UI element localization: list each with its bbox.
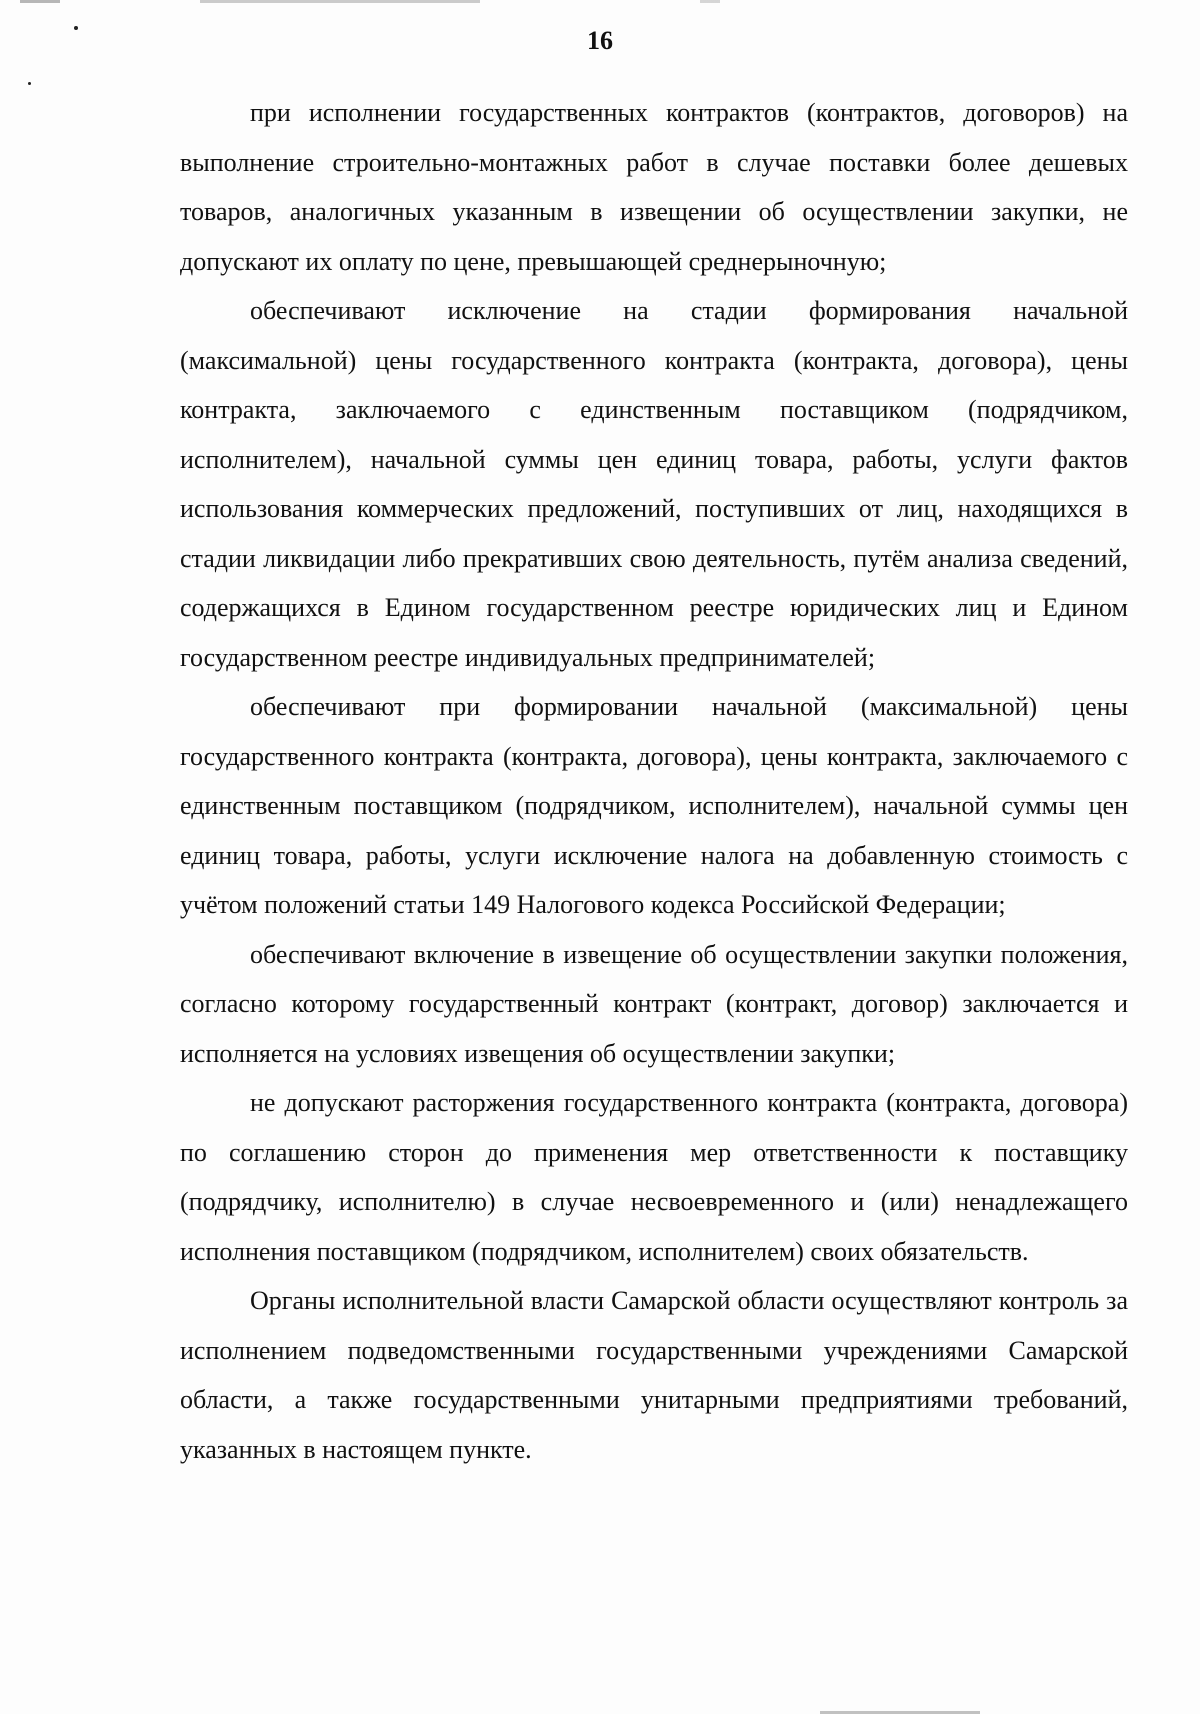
paragraph: Органы исполнительной власти Самарской области осуществляют контроль за исполнением подведомственными государственными учреждениями Самарской области, а также государственными унитарными предприятиями требований, указанных в настоящем пункте.: [180, 1286, 1128, 1464]
paragraph: обеспечивают при формировании начальной (максимальной) цены государственного контракта (контракта, договора), цены контракта, заключаемого с единственным поставщиком (подрядчиком, исполнителем), начальной суммы цен единиц товара, работы, услуги исключение налога на добавленную стоимость с учётом положений статьи 149 Налогового кодекса Российской Федерации;: [180, 692, 1128, 919]
page-number: 16: [587, 26, 613, 55]
paragraph: при исполнении государственных контрактов (контрактов, договоров) на выполнение строительно-монтажных работ в случае поставки более дешевых товаров, аналогичных указанным в извещении об осуществлении закупки, не допускают их оплату по цене, превышающей среднерыночную;: [180, 98, 1128, 276]
document-body: [180, 88, 1128, 1474]
paragraph: обеспечивают включение в извещение об осуществлении закупки положения, согласно которому государственный контракт (контракт, договор) заключается и исполняется на условиях извещения об осуществлении закупки;: [180, 939, 1128, 1068]
paragraph: не допускают расторжения государственного контракта (контракта, договора) по соглашению сторон до применения мер ответственности к поставщику (подрядчику, исполнителю) в случае несвоевременного и (или) ненадлежащего исполнения поставщиком (подрядчиком, исполнителем) своих обязательств.: [180, 1088, 1128, 1266]
scan-speck: [28, 82, 31, 85]
paragraph: обеспечивают исключение на стадии формирования начальной (максимальной) цены государственного контракта (контракта, договора), цены контракта, заключаемого с единственным поставщиком (подрядчиком, исполнителем), начальной суммы цен единиц товара, работы, услуги фактов использования коммерческих предложений, поступивших от лиц, находящихся в стадии ликвидации либо прекративших свою деятельность, путём анализа сведений, содержащихся в Едином государственном реестре юридических лиц и Едином государственном реестре индивидуальных предпринимателей;: [180, 296, 1128, 672]
scan-edge-top: [0, 0, 1200, 3]
